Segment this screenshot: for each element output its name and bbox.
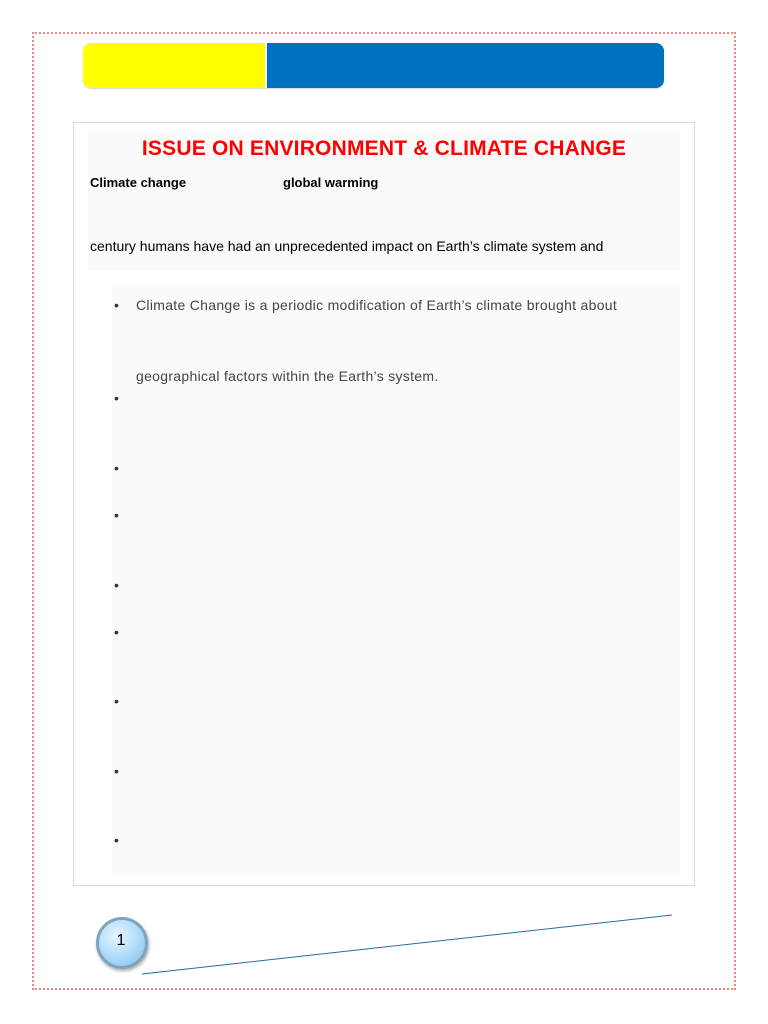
list-item-text: Climate Change is a periodic modification of Earth’s climate brought about bbox=[136, 297, 618, 313]
page-title: ISSUE ON ENVIRONMENT & CLIMATE CHANGE bbox=[141, 137, 627, 160]
bullet-marker: • bbox=[114, 763, 119, 779]
bullet-marker: • bbox=[114, 297, 119, 313]
bullet-marker: • bbox=[114, 624, 119, 640]
bullet-marker: • bbox=[114, 390, 119, 406]
bullet-marker: • bbox=[114, 693, 119, 709]
bullet-marker: • bbox=[114, 832, 119, 848]
bullet-marker: • bbox=[114, 577, 119, 593]
page-number: 1 bbox=[116, 932, 126, 949]
intro-paragraph-line: century humans have had an unprecedented impact on Earth’s climate system and bbox=[90, 238, 604, 254]
term-global-warming: global warming bbox=[283, 175, 379, 190]
list-item-text-continued: geographical factors within the Earth’s system. bbox=[136, 368, 439, 384]
term-climate-change: Climate change bbox=[90, 175, 187, 190]
bullet-marker: • bbox=[114, 460, 119, 476]
bullet-marker: • bbox=[114, 507, 119, 523]
page-number-badge bbox=[96, 917, 148, 969]
